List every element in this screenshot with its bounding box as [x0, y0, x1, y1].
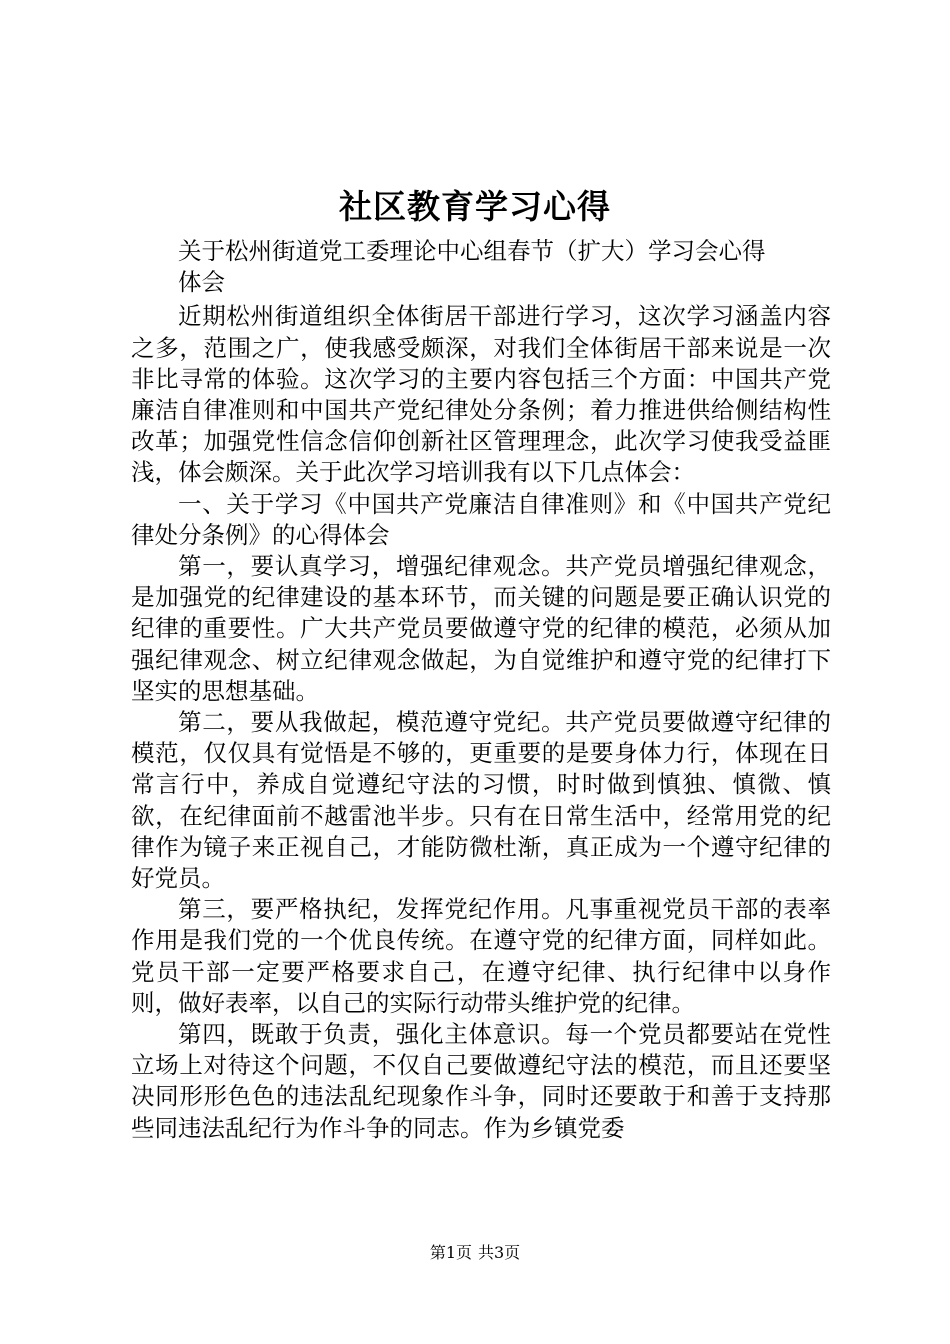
subtitle-block	[131, 236, 831, 298]
section-heading-1: 一、关于学习《中国共产党廉洁自律准则》和《中国共产党纪律处分条例》的心得体会	[131, 489, 831, 549]
document-subtitle: 关于松州街道党工委理论中心组春节（扩大）学习会心得体会	[178, 237, 766, 297]
paragraph-intro: 近期松州街道组织全体街居干部进行学习，这次学习涵盖内容之多，范围之广，使我感受颇深，对我们全体街居干部来说是一次非比寻常的体验。这次学习的主要内容包括三个方面：中国共产党廉洁自律准则和中国共产党纪律处分条例；着力推进供给侧结构性改革；加强党性信念信仰创新社区管理理念，此次学习使我受益匪浅，体会颇深。关于此次学习培训我有以下几点体会：	[131, 302, 831, 487]
paragraph-point-2: 第二，要从我做起，模范遵守党纪。共产党员要做遵守纪律的模范，仅仅具有觉悟是不够的，更重要的是要身体力行，体现在日常言行中，养成自觉遵纪守法的习惯，时时做到慎独、慎微、慎欲，在纪律面前不越雷池半步。只有在日常生活中，经常用党的纪律作为镜子来正视自己，才能防微杜渐，真正成为一个遵守纪律的好党员。	[131, 708, 831, 893]
page-footer	[0, 1241, 950, 1265]
page-number: 第1页	[429, 1243, 472, 1262]
paragraph-point-1: 第一，要认真学习，增强纪律观念。共产党员增强纪律观念，是加强党的纪律建设的基本环节，而关键的问题是要正确认识党的纪律的重要性。广大共产党员要做遵守党的纪律的模范，必须从加强纪律观念、树立纪律观念做起，为自觉维护和遵守党的纪律打下坚实的思想基础。	[131, 552, 831, 705]
document-body	[131, 236, 831, 1144]
page-total: 共3页	[478, 1243, 521, 1262]
paragraph-point-4: 第四，既敢于负责，强化主体意识。每一个党员都要站在党性立场上对待这个问题，不仅自己要做遵纪守法的模范，而且还要坚决同形形色色的违法乱纪现象作斗争，同时还要敢于和善于支持那些同违法乱纪行为作斗争的同志。作为乡镇党委	[131, 1020, 831, 1142]
paragraph-point-3: 第三，要严格执纪，发挥党纪作用。凡事重视党员干部的表率作用是我们党的一个优良传统。在遵守党的纪律方面，同样如此。党员干部一定要严格要求自己，在遵守纪律、执行纪律中以身作则，做好表率，以自己的实际行动带头维护党的纪律。	[131, 895, 831, 1017]
document-title: 社区教育学习心得	[339, 187, 611, 226]
